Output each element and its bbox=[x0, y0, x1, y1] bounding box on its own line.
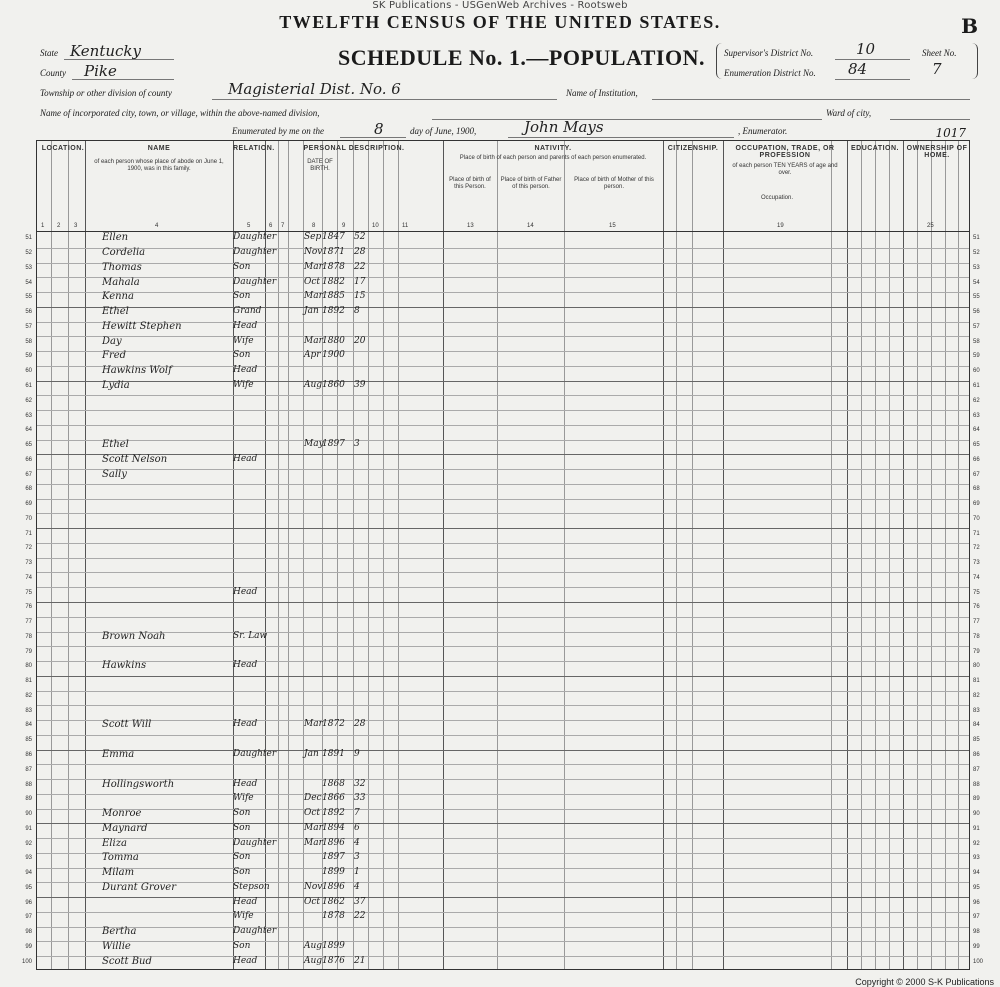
entry-birth-month: Mar bbox=[304, 261, 323, 272]
row-number-left: 84 bbox=[25, 722, 32, 729]
entry-birth-year: 1892 bbox=[322, 306, 345, 317]
row-number-left: 91 bbox=[25, 825, 32, 832]
entry-birth-year: 1891 bbox=[322, 748, 345, 759]
row-number-right: 83 bbox=[973, 707, 980, 714]
source-banner: SK Publications - USGenWeb Archives - Rootsweb bbox=[372, 0, 628, 11]
entry-birth-year: 1878 bbox=[322, 911, 345, 922]
entry-birth-year: 1897 bbox=[322, 439, 345, 450]
entry-birth-year: 1847 bbox=[322, 232, 345, 243]
entry-age: 4 bbox=[354, 881, 360, 892]
entry-name: Ellen bbox=[102, 232, 129, 244]
entry-birth-month: Jan bbox=[304, 306, 319, 317]
entry-name: Thomas bbox=[102, 261, 142, 273]
row-number-right: 57 bbox=[973, 323, 980, 330]
entry-birth-month: Apr bbox=[304, 350, 321, 361]
row-number-left: 71 bbox=[25, 530, 32, 537]
entry-birth-year: 1866 bbox=[322, 793, 345, 804]
row-number-right: 79 bbox=[973, 648, 980, 655]
entry-age: 8 bbox=[354, 306, 360, 317]
row-number-right: 70 bbox=[973, 515, 980, 522]
entry-relation: Daughter bbox=[233, 748, 277, 759]
row-number-left: 59 bbox=[25, 353, 32, 360]
row-number-left: 51 bbox=[25, 235, 32, 242]
entry-relation: Daughter bbox=[233, 247, 277, 258]
entry-birth-month: Sep bbox=[304, 232, 322, 243]
row-number-right: 84 bbox=[973, 722, 980, 729]
row-number-right: 64 bbox=[973, 427, 980, 434]
hdr-birthplace-person: Place of birth of this Person. bbox=[449, 177, 491, 190]
entry-relation: Stepson bbox=[233, 881, 270, 892]
hdr-name: NAME bbox=[147, 145, 171, 152]
entry-name: Durant Grover bbox=[102, 881, 176, 893]
row-number-right: 76 bbox=[973, 604, 980, 611]
row-number-right: 53 bbox=[973, 264, 980, 271]
enumerator-signature: John Mays bbox=[524, 118, 604, 136]
township-value: Magisterial Dist. No. 6 bbox=[228, 80, 401, 98]
entry-birth-month: Mar bbox=[304, 719, 323, 730]
row-number-right: 99 bbox=[973, 943, 980, 950]
row-number-right: 92 bbox=[973, 840, 980, 847]
entry-age: 32 bbox=[354, 778, 366, 789]
entry-name: Hollingsworth bbox=[102, 778, 175, 790]
schedule-title: SCHEDULE No. 1.—POPULATION. bbox=[338, 45, 705, 70]
row-number-left: 85 bbox=[25, 737, 32, 744]
hdr-birthplace-mother: Place of birth of Mother of this person. bbox=[574, 177, 654, 190]
row-number-left: 74 bbox=[25, 574, 32, 581]
copyright-notice: Copyright © 2000 S-K Publications bbox=[855, 977, 994, 987]
entry-relation: Head bbox=[233, 586, 258, 597]
entry-age: 4 bbox=[354, 837, 360, 848]
row-number-left: 76 bbox=[25, 604, 32, 611]
row-number-left: 60 bbox=[25, 368, 32, 375]
row-number-right: 89 bbox=[973, 796, 980, 803]
row-number-right: 81 bbox=[973, 678, 980, 685]
entry-birth-month: Mar bbox=[304, 291, 323, 302]
row-number-right: 82 bbox=[973, 692, 980, 699]
hdr-ownership: OWNERSHIP OF HOME. bbox=[906, 145, 968, 159]
entry-birth-month: Mar bbox=[304, 837, 323, 848]
page-number: 1017 bbox=[935, 126, 966, 140]
row-number-left: 77 bbox=[25, 619, 32, 626]
entry-birth-year: 1897 bbox=[322, 852, 345, 863]
row-number-left: 94 bbox=[25, 870, 32, 877]
row-number-left: 97 bbox=[25, 914, 32, 921]
entry-age: 3 bbox=[354, 439, 360, 450]
entry-relation: Wife bbox=[233, 379, 254, 390]
row-number-left: 96 bbox=[25, 899, 32, 906]
entry-birth-year: 1896 bbox=[322, 837, 345, 848]
hdr-name-desc: of each person whose place of abode on June 1, 1900, was in this family. bbox=[94, 159, 224, 172]
row-number-right: 72 bbox=[973, 545, 980, 552]
entry-age: 33 bbox=[354, 793, 366, 804]
entry-relation: Head bbox=[233, 955, 258, 966]
entry-birth-month: Aug bbox=[304, 379, 323, 390]
row-number-right: 90 bbox=[973, 811, 980, 818]
hdr-occupation-desc: of each person TEN YEARS of age and over. bbox=[732, 163, 838, 176]
entry-name: Maynard bbox=[102, 822, 148, 834]
entry-birth-year: 1899 bbox=[322, 940, 345, 951]
row-number-left: 82 bbox=[25, 692, 32, 699]
row-number-left: 98 bbox=[25, 929, 32, 936]
row-number-right: 96 bbox=[973, 899, 980, 906]
entry-birth-year: 1878 bbox=[322, 261, 345, 272]
entry-birth-month: Oct bbox=[304, 276, 321, 287]
entry-age: 52 bbox=[354, 232, 366, 243]
county-value: Pike bbox=[84, 62, 117, 80]
entry-birth-year: 1900 bbox=[322, 350, 345, 361]
entry-relation: Son bbox=[233, 808, 251, 819]
entry-name: Bertha bbox=[102, 926, 137, 938]
entry-name: Hawkins Wolf bbox=[102, 365, 172, 377]
entry-relation: Son bbox=[233, 940, 251, 951]
entry-name: Lydia bbox=[102, 379, 130, 391]
entry-birth-year: 1894 bbox=[322, 822, 345, 833]
entry-relation: Son bbox=[233, 867, 251, 878]
entry-relation: Son bbox=[233, 852, 251, 863]
row-number-right: 80 bbox=[973, 663, 980, 670]
row-number-left: 81 bbox=[25, 678, 32, 685]
hdr-occupation-sub: Occupation. bbox=[760, 195, 794, 201]
entry-age: 28 bbox=[354, 247, 366, 258]
entry-relation: Son bbox=[233, 350, 251, 361]
entry-name: Kenna bbox=[102, 291, 134, 303]
row-number-right: 71 bbox=[973, 530, 980, 537]
row-number-right: 61 bbox=[973, 382, 980, 389]
hdr-education: EDUCATION. bbox=[850, 145, 900, 152]
row-number-right: 60 bbox=[973, 368, 980, 375]
entry-name: Brown Noah bbox=[102, 630, 166, 642]
row-number-right: 55 bbox=[973, 294, 980, 301]
entry-name: Mahala bbox=[102, 276, 140, 288]
row-number-left: 90 bbox=[25, 811, 32, 818]
row-number-right: 63 bbox=[973, 412, 980, 419]
entry-relation: Sr. Law bbox=[233, 630, 268, 641]
hdr-nativity: NATIVITY. bbox=[534, 145, 572, 152]
row-number-right: 52 bbox=[973, 250, 980, 257]
entry-birth-month: Mar bbox=[304, 822, 323, 833]
row-number-right: 78 bbox=[973, 633, 980, 640]
row-number-right: 59 bbox=[973, 353, 980, 360]
entry-birth-month: Mar bbox=[304, 335, 323, 346]
hdr-personal: PERSONAL DESCRIPTION. bbox=[303, 145, 405, 152]
entry-relation: Daughter bbox=[233, 276, 277, 287]
row-number-right: 75 bbox=[973, 589, 980, 596]
entry-name: Scott Will bbox=[102, 719, 152, 731]
hdr-citizenship: CITIZENSHIP. bbox=[667, 145, 719, 152]
row-number-right: 66 bbox=[973, 456, 980, 463]
row-number-left: 99 bbox=[25, 943, 32, 950]
entry-birth-month: Oct bbox=[304, 808, 321, 819]
entry-name: Tomma bbox=[102, 852, 139, 864]
entry-birth-year: 1885 bbox=[322, 291, 345, 302]
row-number-right: 67 bbox=[973, 471, 980, 478]
row-number-left: 57 bbox=[25, 323, 32, 330]
entry-birth-year: 1882 bbox=[322, 276, 345, 287]
entry-birth-year: 1892 bbox=[322, 808, 345, 819]
row-number-left: 95 bbox=[25, 884, 32, 891]
entry-relation: Wife bbox=[233, 793, 254, 804]
hdr-location: LOCATION. bbox=[41, 145, 85, 152]
entry-birth-month: Jan bbox=[304, 748, 319, 759]
row-number-right: 95 bbox=[973, 884, 980, 891]
entry-birth-year: 1880 bbox=[322, 335, 345, 346]
enumerated-label: Enumerated by me on the bbox=[232, 126, 324, 136]
entry-relation: Son bbox=[233, 291, 251, 302]
state-label: State bbox=[40, 48, 58, 58]
row-number-right: 85 bbox=[973, 737, 980, 744]
entry-relation: Head bbox=[233, 660, 258, 671]
row-number-right: 68 bbox=[973, 486, 980, 493]
entry-birth-year: 1868 bbox=[322, 778, 345, 789]
row-number-right: 98 bbox=[973, 929, 980, 936]
entry-relation: Daughter bbox=[233, 926, 277, 937]
entry-relation: Head bbox=[233, 365, 258, 376]
entry-name: Emma bbox=[102, 748, 135, 760]
entry-age: 28 bbox=[354, 719, 366, 730]
row-number-left: 87 bbox=[25, 766, 32, 773]
entry-birth-month: Nov bbox=[304, 881, 323, 892]
entry-name: Scott Bud bbox=[102, 955, 152, 967]
row-number-right: 100 bbox=[973, 958, 984, 965]
institution-label: Name of Institution, bbox=[566, 88, 638, 98]
entry-birth-year: 1862 bbox=[322, 896, 345, 907]
hdr-birthplace-father: Place of birth of Father of this person. bbox=[500, 177, 562, 190]
row-number-right: 54 bbox=[973, 279, 980, 286]
row-number-left: 89 bbox=[25, 796, 32, 803]
row-number-left: 88 bbox=[25, 781, 32, 788]
ward-label: Ward of city, bbox=[826, 108, 872, 118]
hdr-nativity-desc: Place of birth of each person and parents of each person enumerated. bbox=[459, 155, 647, 161]
row-number-left: 63 bbox=[25, 412, 32, 419]
entry-name: Ethel bbox=[102, 439, 129, 451]
entry-name: Hewitt Stephen bbox=[102, 320, 182, 332]
row-number-right: 65 bbox=[973, 442, 980, 449]
row-number-left: 56 bbox=[25, 309, 32, 316]
entry-age: 22 bbox=[354, 911, 366, 922]
row-number-right: 86 bbox=[973, 751, 980, 758]
entry-age: 7 bbox=[354, 808, 360, 819]
entry-age: 20 bbox=[354, 335, 366, 346]
row-number-left: 55 bbox=[25, 294, 32, 301]
row-number-left: 70 bbox=[25, 515, 32, 522]
hdr-birth: DATE OF BIRTH. bbox=[307, 159, 333, 172]
entry-name: Ethel bbox=[102, 306, 129, 318]
entry-birth-year: 1896 bbox=[322, 881, 345, 892]
row-number-right: 87 bbox=[973, 766, 980, 773]
entry-age: 39 bbox=[354, 379, 366, 390]
entry-age: 21 bbox=[354, 955, 366, 966]
entry-birth-month: Nov bbox=[304, 247, 323, 258]
row-number-left: 64 bbox=[25, 427, 32, 434]
entry-age: 17 bbox=[354, 276, 366, 287]
entry-name: Monroe bbox=[102, 808, 142, 820]
day-value: 8 bbox=[374, 120, 384, 138]
entry-name: Day bbox=[102, 335, 122, 347]
entry-relation: Head bbox=[233, 896, 258, 907]
row-number-left: 72 bbox=[25, 545, 32, 552]
row-number-left: 52 bbox=[25, 250, 32, 257]
entry-birth-year: 1899 bbox=[322, 867, 345, 878]
row-number-right: 93 bbox=[973, 855, 980, 862]
entry-birth-month: Aug bbox=[304, 955, 323, 966]
row-number-left: 78 bbox=[25, 633, 32, 640]
row-number-left: 66 bbox=[25, 456, 32, 463]
row-number-left: 86 bbox=[25, 751, 32, 758]
row-number-right: 77 bbox=[973, 619, 980, 626]
row-number-left: 65 bbox=[25, 442, 32, 449]
sheet-letter: B bbox=[961, 14, 978, 38]
entry-relation: Head bbox=[233, 719, 258, 730]
entry-birth-year: 1876 bbox=[322, 955, 345, 966]
entry-name: Milam bbox=[102, 867, 135, 879]
entry-birth-year: 1872 bbox=[322, 719, 345, 730]
row-number-left: 69 bbox=[25, 501, 32, 508]
entry-name: Fred bbox=[102, 350, 127, 362]
state-value: Kentucky bbox=[70, 42, 141, 60]
row-number-right: 88 bbox=[973, 781, 980, 788]
row-number-right: 56 bbox=[973, 309, 980, 316]
row-number-left: 68 bbox=[25, 486, 32, 493]
row-number-left: 73 bbox=[25, 560, 32, 567]
entry-name: Hawkins bbox=[102, 660, 147, 672]
entry-birth-year: 1860 bbox=[322, 379, 345, 390]
entry-age: 22 bbox=[354, 261, 366, 272]
row-number-right: 58 bbox=[973, 338, 980, 345]
entry-name: Sally bbox=[102, 468, 127, 480]
entry-name: Scott Nelson bbox=[102, 453, 168, 465]
county-label: County bbox=[40, 68, 66, 78]
enumeration-label: Enumeration District No. bbox=[724, 68, 816, 78]
row-number-left: 80 bbox=[25, 663, 32, 670]
row-number-left: 100 bbox=[21, 958, 32, 965]
entry-relation: Grand bbox=[233, 306, 262, 317]
row-number-left: 79 bbox=[25, 648, 32, 655]
entry-relation: Wife bbox=[233, 335, 254, 346]
row-number-right: 73 bbox=[973, 560, 980, 567]
entry-age: 15 bbox=[354, 291, 366, 302]
supervisor-label: Supervisor's District No. bbox=[724, 48, 814, 58]
entry-relation: Daughter bbox=[233, 837, 277, 848]
row-number-right: 97 bbox=[973, 914, 980, 921]
enumeration-value: 84 bbox=[848, 60, 868, 78]
row-number-left: 61 bbox=[25, 382, 32, 389]
population-table: LOCATION. NAME of each person whose place of abode on June 1, 1900, was in this family. RELATION. PERSONAL DESCRIPTION. DATE OF BIRTH. NATIVITY. Place of birth of each person and parents of each person enumerated. Place of birth of this Person. Place of birth of Father of this person. Place of birth of Mother of this person. CITIZENSHIP. OCCUPATION, TRADE, OR PROFESSION of each person TEN YEARS of age and over. Occupation. EDUCATION. OWNERSHIP OF HOME. 1 2 3 4 5 6 7 8 9 10 11 13 14 15 19 25 bbox=[36, 140, 970, 970]
entry-age: 1 bbox=[354, 867, 360, 878]
row-number-right: 51 bbox=[973, 235, 980, 242]
entry-age: 9 bbox=[354, 748, 360, 759]
entry-relation: Son bbox=[233, 822, 251, 833]
supervisor-value: 10 bbox=[856, 40, 876, 58]
day-of-label: day of June, 1900, bbox=[410, 126, 477, 136]
entry-relation: Head bbox=[233, 453, 258, 464]
entry-relation: Head bbox=[233, 320, 258, 331]
entry-name: Eliza bbox=[102, 837, 127, 849]
row-number-right: 62 bbox=[973, 397, 980, 404]
row-number-right: 94 bbox=[973, 870, 980, 877]
row-number-left: 62 bbox=[25, 397, 32, 404]
entry-birth-month: Oct bbox=[304, 896, 321, 907]
row-number-left: 75 bbox=[25, 589, 32, 596]
entry-relation: Daughter bbox=[233, 232, 277, 243]
incorporated-label: Name of incorporated city, town, or village, within the above-named division, bbox=[40, 108, 320, 118]
sheet-value: 7 bbox=[932, 60, 942, 78]
entry-age: 6 bbox=[354, 822, 360, 833]
document-title: TWELFTH CENSUS OF THE UNITED STATES. bbox=[279, 12, 721, 32]
sheet-label: Sheet No. bbox=[922, 48, 957, 58]
row-number-left: 67 bbox=[25, 471, 32, 478]
entry-relation: Head bbox=[233, 778, 258, 789]
row-number-right: 74 bbox=[973, 574, 980, 581]
hdr-occupation: OCCUPATION, TRADE, OR PROFESSION bbox=[735, 145, 835, 159]
entry-birth-year: 1871 bbox=[322, 247, 345, 258]
entry-birth-month: May bbox=[304, 439, 324, 450]
row-number-left: 58 bbox=[25, 338, 32, 345]
entry-birth-month: Dec bbox=[304, 793, 322, 804]
entry-name: Willie bbox=[102, 940, 131, 952]
entry-age: 3 bbox=[354, 852, 360, 863]
entry-birth-month: Aug bbox=[304, 940, 323, 951]
row-number-left: 92 bbox=[25, 840, 32, 847]
row-number-left: 54 bbox=[25, 279, 32, 286]
row-number-left: 93 bbox=[25, 855, 32, 862]
row-number-left: 83 bbox=[25, 707, 32, 714]
entry-age: 37 bbox=[354, 896, 366, 907]
entry-relation: Son bbox=[233, 261, 251, 272]
row-number-right: 91 bbox=[973, 825, 980, 832]
row-number-right: 69 bbox=[973, 501, 980, 508]
entry-relation: Wife bbox=[233, 911, 254, 922]
enumerator-label: , Enumerator. bbox=[738, 126, 788, 136]
entry-name: Cordelia bbox=[102, 247, 146, 259]
hdr-relation: RELATION. bbox=[233, 145, 275, 152]
township-label: Township or other division of county bbox=[40, 88, 172, 98]
row-number-left: 53 bbox=[25, 264, 32, 271]
